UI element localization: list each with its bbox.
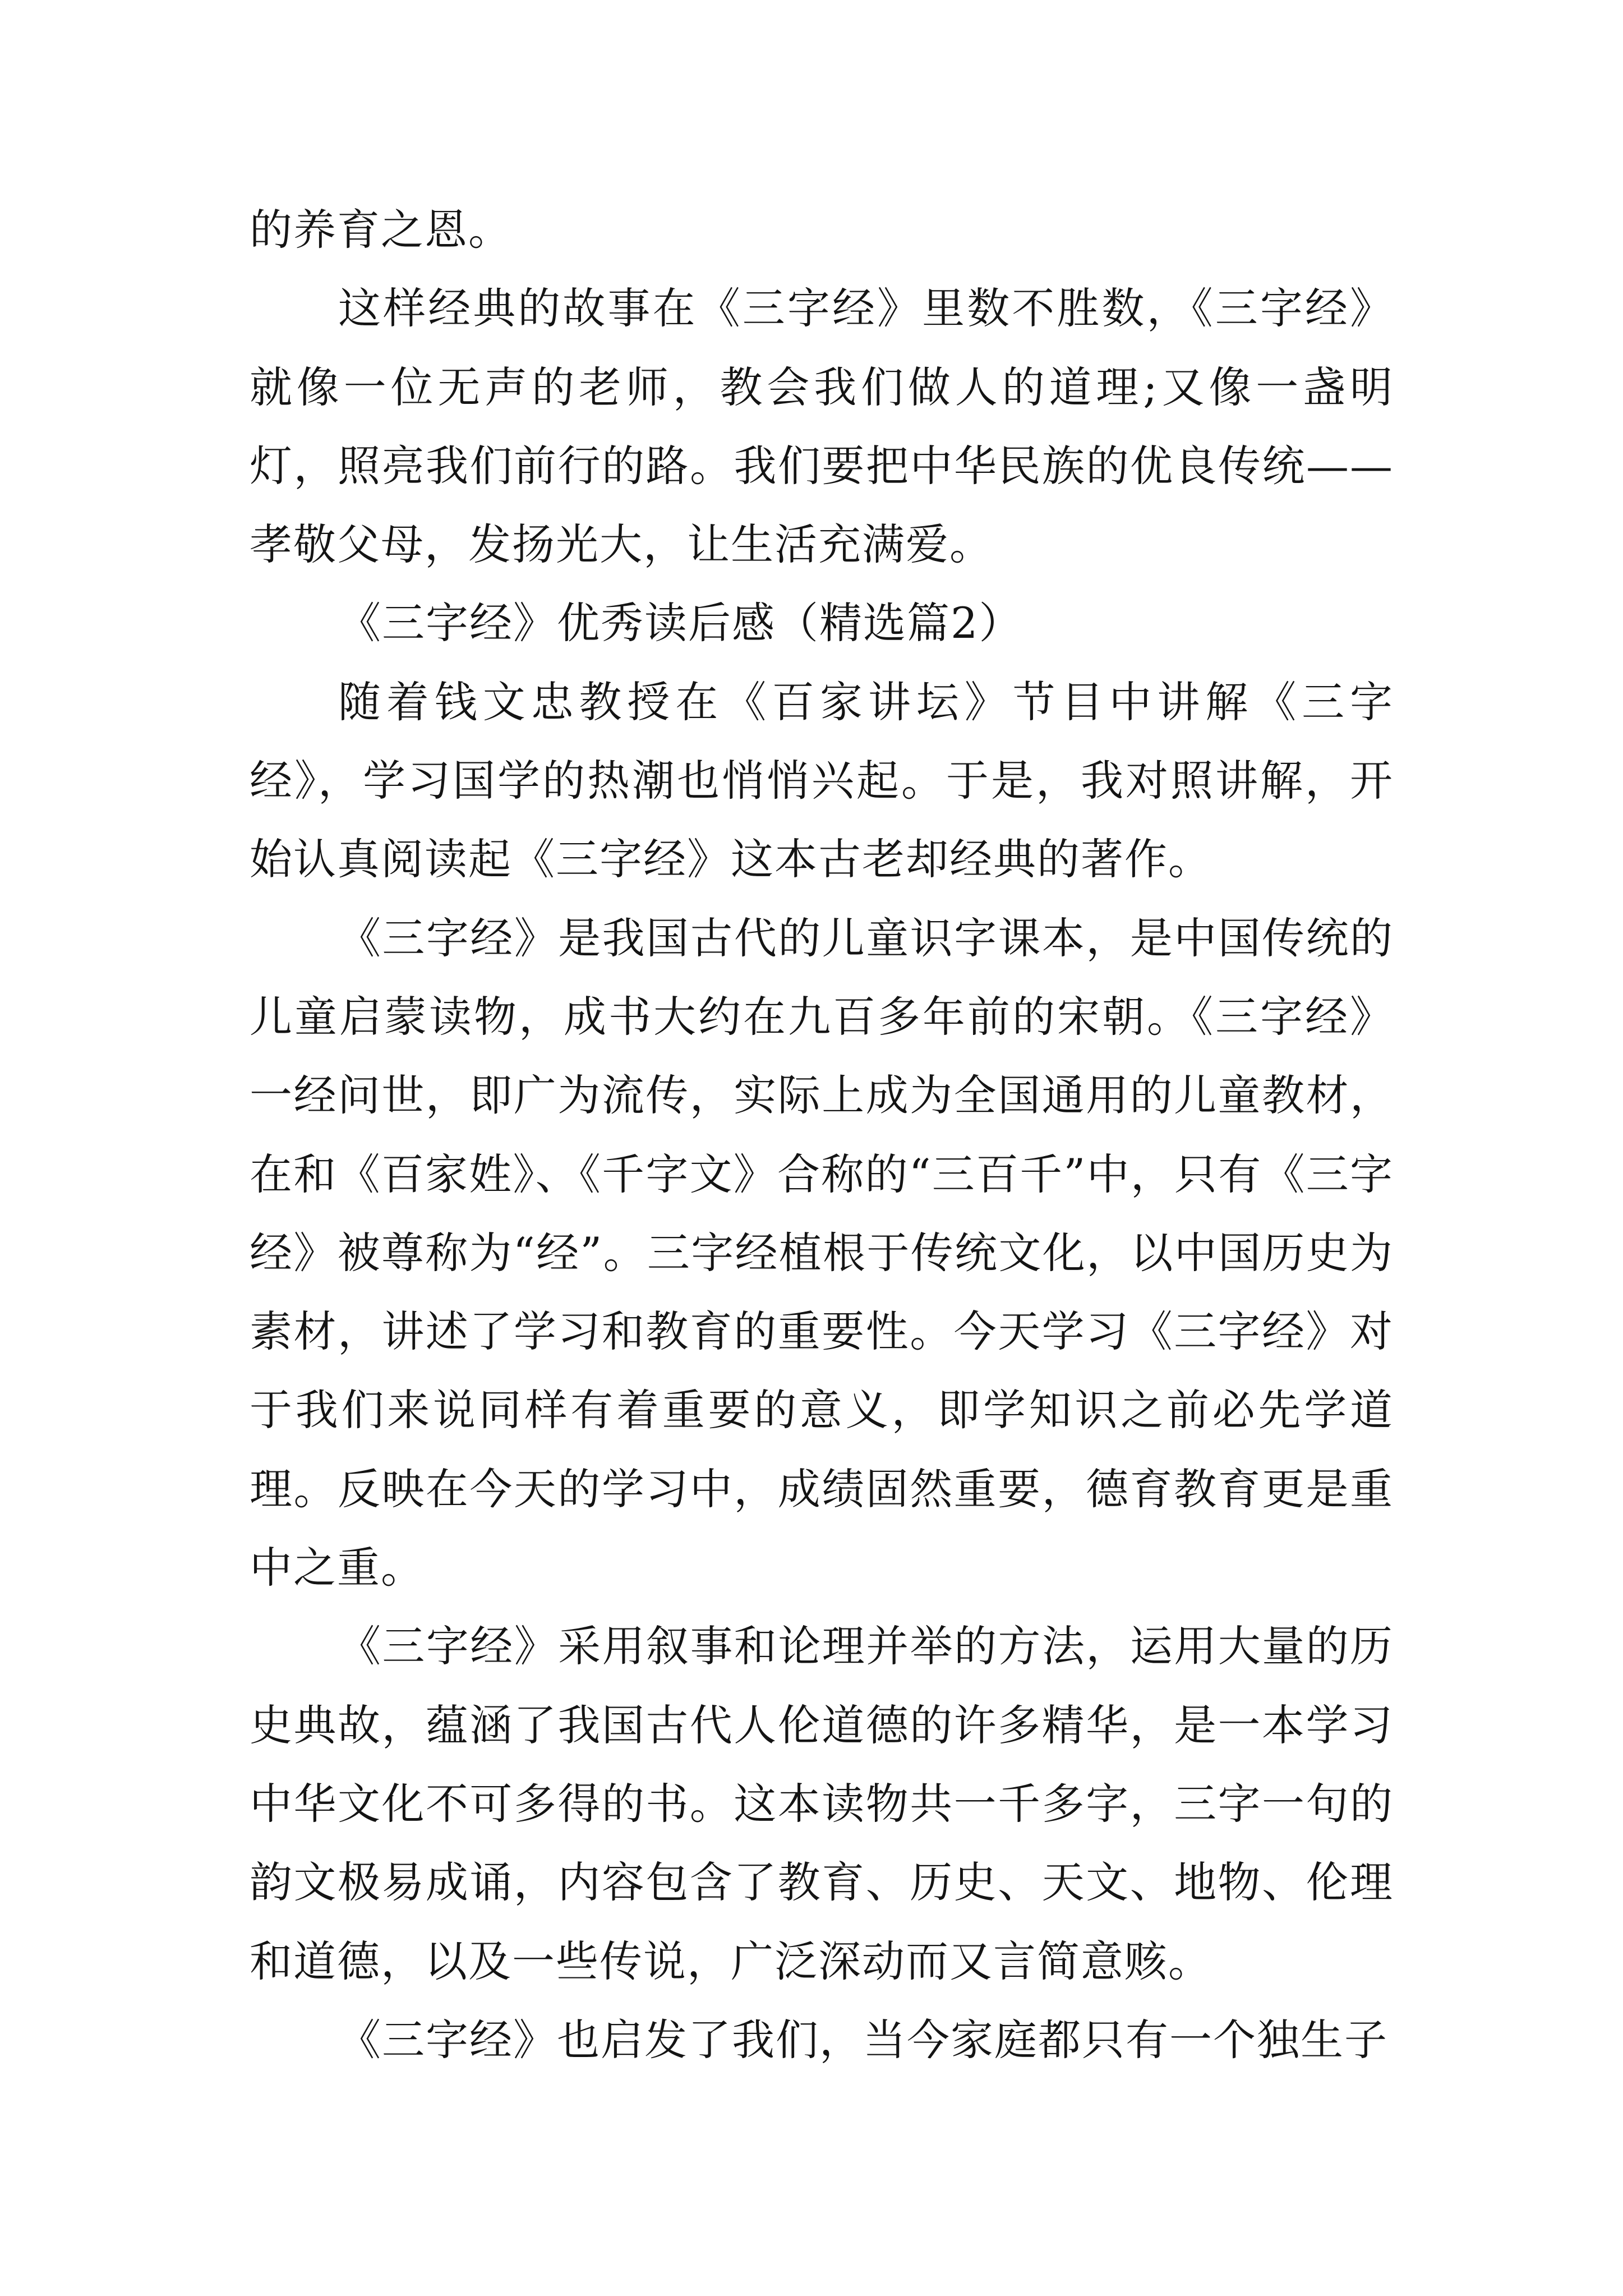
paragraph: 《三字经》是我国古代的儿童识字课本，是中国传统的儿童启蒙读物，成书大约在九百多年前的宋朝。《三字经》一经问世，即广为流传，实际上成为全国通用的儿童教材，在和《百家姓》、《千字文》合称的“三百千”中，只有《三字经》被尊称为“经”。三字经植根于传统文化，以中国历史为素材，讲述了学习和教育的重要性。今天学习《三字经》对于我们来说同样有着重要的意义，即学知识之前必先学道理。反映在今天的学习中，成绩固然重要，德育教育更是重中之重。	[250, 913, 1394, 1593]
paragraph-continuation: 的养育之恩。	[250, 205, 512, 255]
paragraph: 《三字经》也启发了我们，当今家庭都只有一个独生子	[338, 2014, 1388, 2065]
document-body	[250, 191, 1394, 2079]
paragraph: 随着钱文忠教授在《百家讲坛》节目中讲解《三字经》，学习国学的热潮也悄悄兴起。于是，我对照讲解，开始认真阅读起《三字经》这本古老却经典的著作。	[250, 677, 1394, 885]
paragraph: 《三字经》采用叙事和论理并举的方法，运用大量的历史典故，蕴涵了我国古代人伦道德的许多精华，是一本学习中华文化不可多得的书。这本读物共一千多字，三字一句的韵文极易成诵，内容包含了教育、历史、天文、地物、伦理和道德，以及一些传说，广泛深动而又言简意赅。	[250, 1621, 1394, 1986]
paragraph: 这样经典的故事在《三字经》里数不胜数，《三字经》就像一位无声的老师，教会我们做人的道理;又像一盏明灯，照亮我们前行的路。我们要把中华民族的优良传统——孝敬父母，发扬光大，让生活充满爱。	[250, 283, 1394, 570]
section-heading: 《三字经》优秀读后感（精选篇2）	[338, 598, 1023, 648]
